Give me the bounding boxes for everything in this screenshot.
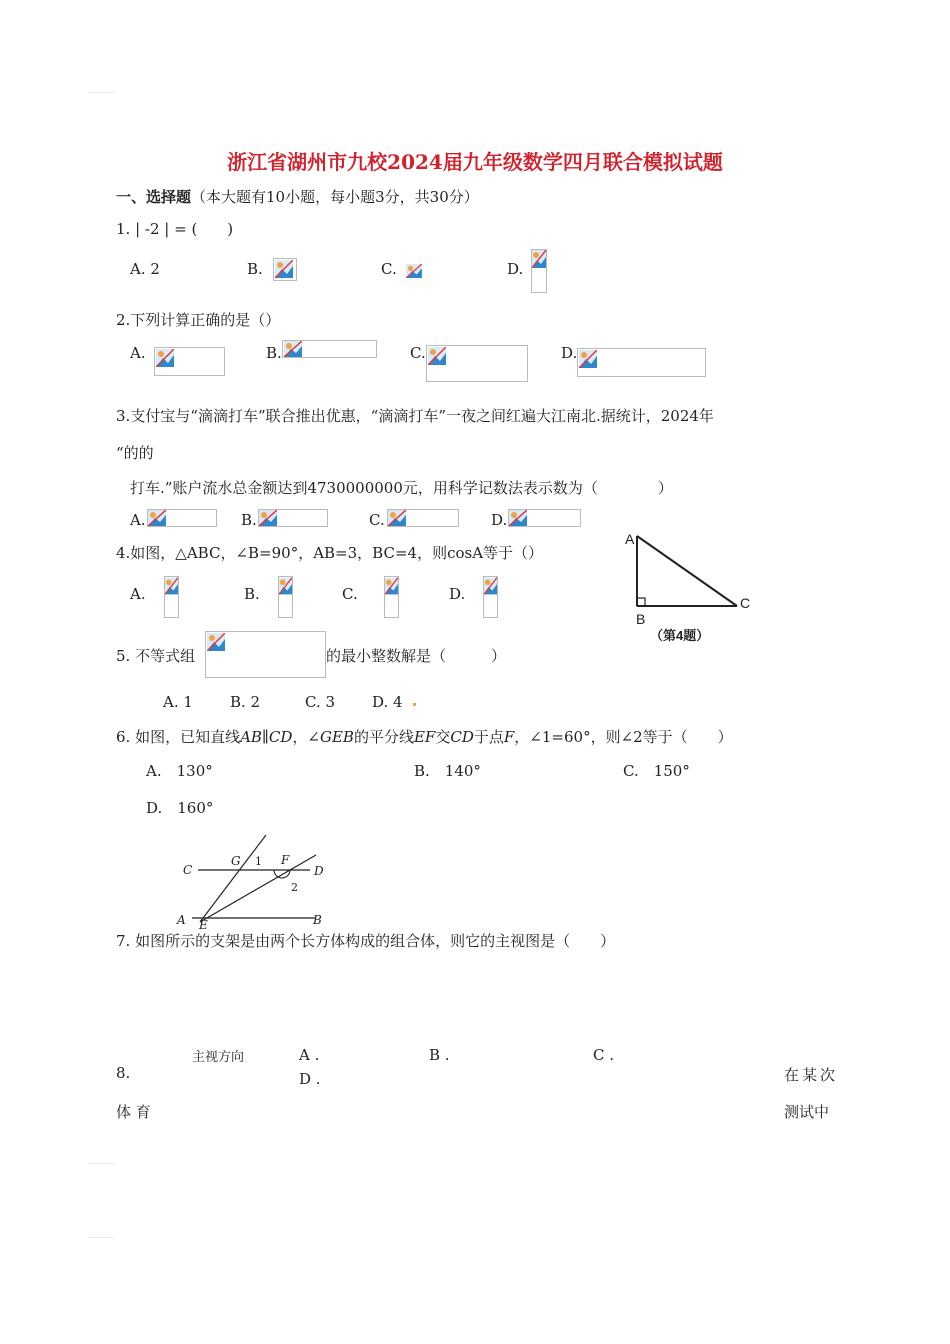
q1-option-b: B. (247, 260, 263, 278)
q2-option-d: D. (561, 344, 578, 362)
q4-option-c: C. (342, 585, 358, 603)
point-a-label: A (177, 913, 186, 927)
question-7-stem: 7. 如图所示的支架是由两个长方体构成的组合体，则它的主视图是（ ） (116, 932, 616, 950)
question-6-stem (116, 726, 733, 747)
q6-f: F (503, 728, 515, 746)
q6-text: 交 (435, 728, 451, 746)
q6-ab: AB (240, 728, 262, 746)
broken-image-icon (273, 258, 297, 281)
point-g-label: G (231, 854, 241, 868)
section-heading (116, 186, 479, 207)
q4-option-a: A. (130, 585, 146, 603)
q6-option-a: A. 130° (146, 762, 213, 780)
broken-image-icon (205, 631, 326, 678)
q5-option-a: A. 1 (163, 693, 193, 711)
q1-option-d: D. (507, 260, 524, 278)
q6-parallel: ∥ (261, 728, 269, 746)
broken-image-icon (577, 348, 706, 377)
q1-option-c: C. (381, 260, 397, 278)
parallel-lines-figure (170, 830, 340, 930)
q7-option-d: D . (299, 1070, 321, 1088)
q7-option-b: B . (429, 1046, 450, 1064)
point-b-label: B (313, 913, 322, 927)
question-2-stem: 2.下列计算正确的是（） (116, 311, 281, 329)
q3-option-a: A. (130, 511, 146, 529)
q6-ef: EF (413, 728, 436, 746)
vertex-c-label: C (740, 595, 751, 611)
q6-text: 于点 (473, 728, 504, 746)
q6-option-c: C. 150° (623, 762, 690, 780)
broken-image-icon (384, 576, 399, 618)
vertex-a-label: A (625, 531, 635, 547)
question-3-line1: 3.支付宝与“滴滴打车”联合推出优惠，“滴滴打车”一夜之间红遍大江南北.据统计，2024年 (116, 407, 714, 425)
q4-option-b: B. (244, 585, 260, 603)
question-3-line2: “的的 (116, 444, 154, 462)
broken-image-icon (282, 340, 377, 358)
question-5-stem-post: 的最小整数解是（ ） (326, 647, 507, 665)
question-3-line3: 打车.”账户流水总金额达到4730000000元，用科学记数法表示数为（ ） (130, 479, 673, 497)
q2-option-b: B. (266, 344, 282, 362)
question-1-stem: 1. | -2 | = ( ) (116, 220, 234, 238)
q6-cd: CD (268, 728, 293, 746)
angle-2-label: 2 (291, 881, 298, 894)
q2-option-a: A. (130, 344, 146, 362)
view-direction-label: 主视方向 (192, 1050, 245, 1065)
question-4-stem: 4.如图，△ABC，∠B=90°，AB=3，BC=4，则cosA等于（） (116, 544, 544, 562)
dot-mark (413, 703, 416, 706)
q7-option-c: C . (593, 1046, 615, 1064)
vertex-b-label: B (636, 611, 646, 627)
broken-image-icon (531, 249, 547, 293)
q6-cd: CD (450, 728, 474, 746)
q5-option-c: C. 3 (305, 693, 336, 711)
broken-image-icon (387, 509, 459, 527)
q6-text: 6. 如图，已知直线 (116, 728, 241, 746)
question-8-text-left: 体 育 (116, 1103, 151, 1121)
question-8-text-right-2: 测试中 (784, 1103, 830, 1121)
q7-option-a: A . (299, 1046, 320, 1064)
question-8-text-right: 在某次 (784, 1066, 839, 1084)
section-note: （本大题有10小题，每小题3分，共30分） (191, 188, 479, 206)
section-title: 一、选择题 (116, 188, 192, 206)
q6-text: ，∠ (292, 728, 320, 746)
q6-option-d: D. 160° (146, 799, 214, 817)
broken-image-icon (147, 509, 217, 527)
triangle-figure (620, 528, 760, 648)
broken-image-icon (426, 345, 528, 382)
q3-option-c: C. (369, 511, 385, 529)
q3-option-d: D. (491, 511, 508, 529)
broken-image-icon (278, 576, 293, 618)
q1-option-a: A. 2 (130, 260, 160, 278)
point-f-label: F (281, 853, 290, 867)
point-c-label: C (183, 863, 193, 877)
broken-image-icon (258, 509, 328, 527)
broken-image-icon (406, 264, 422, 278)
figure-caption: （第4题） (650, 628, 710, 643)
point-e-label: E (199, 918, 208, 930)
angle-1-label: 1 (255, 855, 262, 868)
q3-option-b: B. (241, 511, 257, 529)
broken-image-icon (508, 509, 581, 527)
page-title: 浙江省湖州市九校2024届九年级数学四月联合模拟试题 (227, 150, 723, 174)
broken-image-icon (154, 347, 225, 376)
q6-text: 的平分线 (353, 728, 414, 746)
q4-option-d: D. (449, 585, 466, 603)
point-d-label: D (314, 864, 324, 878)
q6-geb: GEB (319, 728, 354, 746)
q6-option-b: B. 140° (414, 762, 481, 780)
broken-image-icon (164, 576, 179, 618)
q5-option-b: B. 2 (230, 693, 261, 711)
broken-image-icon (483, 576, 498, 618)
q5-option-d: D. 4 (372, 693, 403, 711)
question-5-stem-pre: 5. 不等式组 (116, 647, 196, 665)
q2-option-c: C. (410, 344, 426, 362)
q6-text: ，∠1=60°，则∠2等于（ ） (514, 728, 733, 746)
question-8-number: 8. (116, 1064, 131, 1082)
